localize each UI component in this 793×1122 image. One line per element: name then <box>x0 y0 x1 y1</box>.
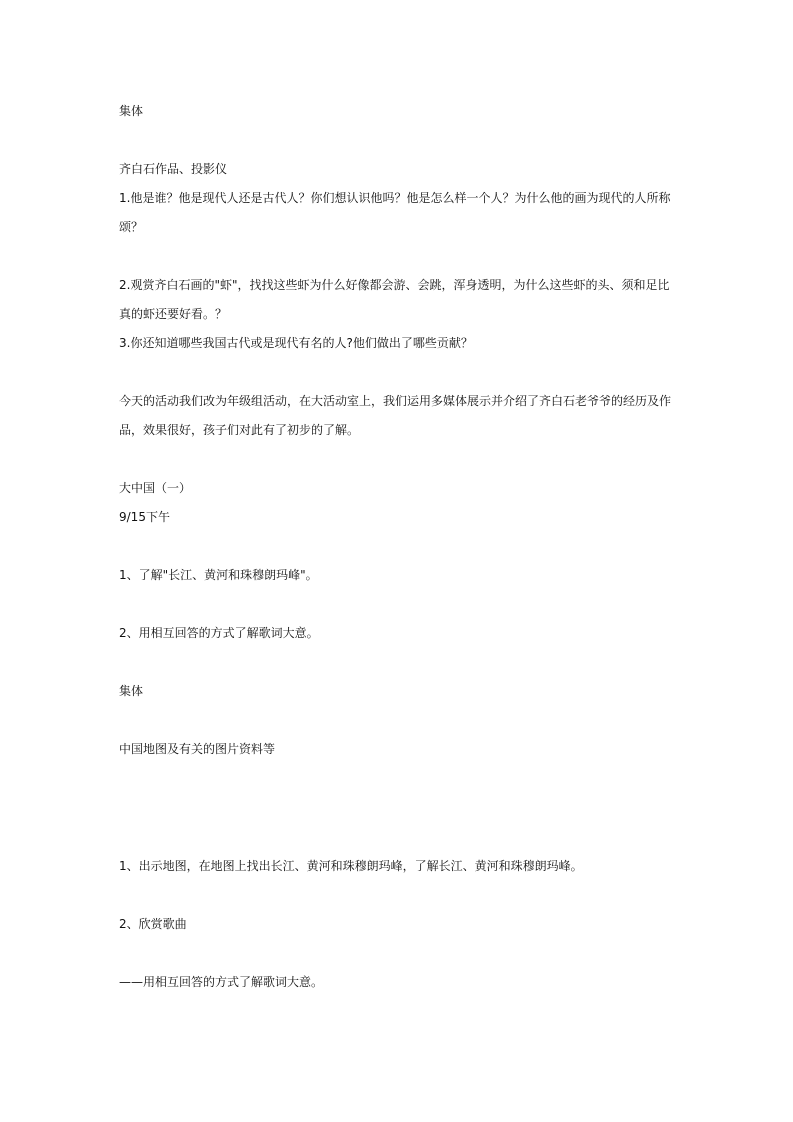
paragraph-step-2-detail: ——用相互回答的方式了解歌词大意。 <box>119 975 324 989</box>
paragraph-question-3: 3.你还知道哪些我国古代或是现代有名的人?他们做出了哪些贡献？ <box>119 336 473 350</box>
paragraph-reflection: 今天的活动我们改为年级组活动，在大活动室上，我们运用多媒体展示并介绍了齐白石老爷爷的经历及作品，效果很好，孩子们对此有了初步的了解。 <box>119 394 672 437</box>
paragraph-date: 9/15下午 <box>119 510 170 524</box>
paragraph-group-type-2: 集体 <box>119 684 144 698</box>
paragraph-question-1: 1.他是谁？他是现代人还是古代人？你们想认识他吗？他是怎么样一个人？为什么他的画为现代的人所称颂？ <box>119 191 671 234</box>
paragraph-goal-1: 1、了解"长江、黄河和珠穆朗玛峰"。 <box>119 568 318 582</box>
paragraph-materials: 齐白石作品、投影仪 <box>119 162 228 176</box>
paragraph-question-2: 2.观赏齐白石画的"虾"，找找这些虾为什么好像都会游、会跳，浑身透明，为什么这些虾的头、须和足比真的虾还要好看。？ <box>119 278 670 321</box>
paragraph-step-1: 1、出示地图，在地图上找出长江、黄河和珠穆朗玛峰，了解长江、黄河和珠穆朗玛峰。 <box>119 859 583 873</box>
paragraph-goal-2: 2、用相互回答的方式了解歌词大意。 <box>119 626 319 640</box>
paragraph-step-2: 2、欣赏歌曲 <box>119 917 187 931</box>
paragraph-activity-title: 大中国（一） <box>119 481 192 495</box>
paragraph-materials-2: 中国地图及有关的图片资料等 <box>119 742 276 756</box>
paragraph-group-type: 集体 <box>119 104 144 118</box>
